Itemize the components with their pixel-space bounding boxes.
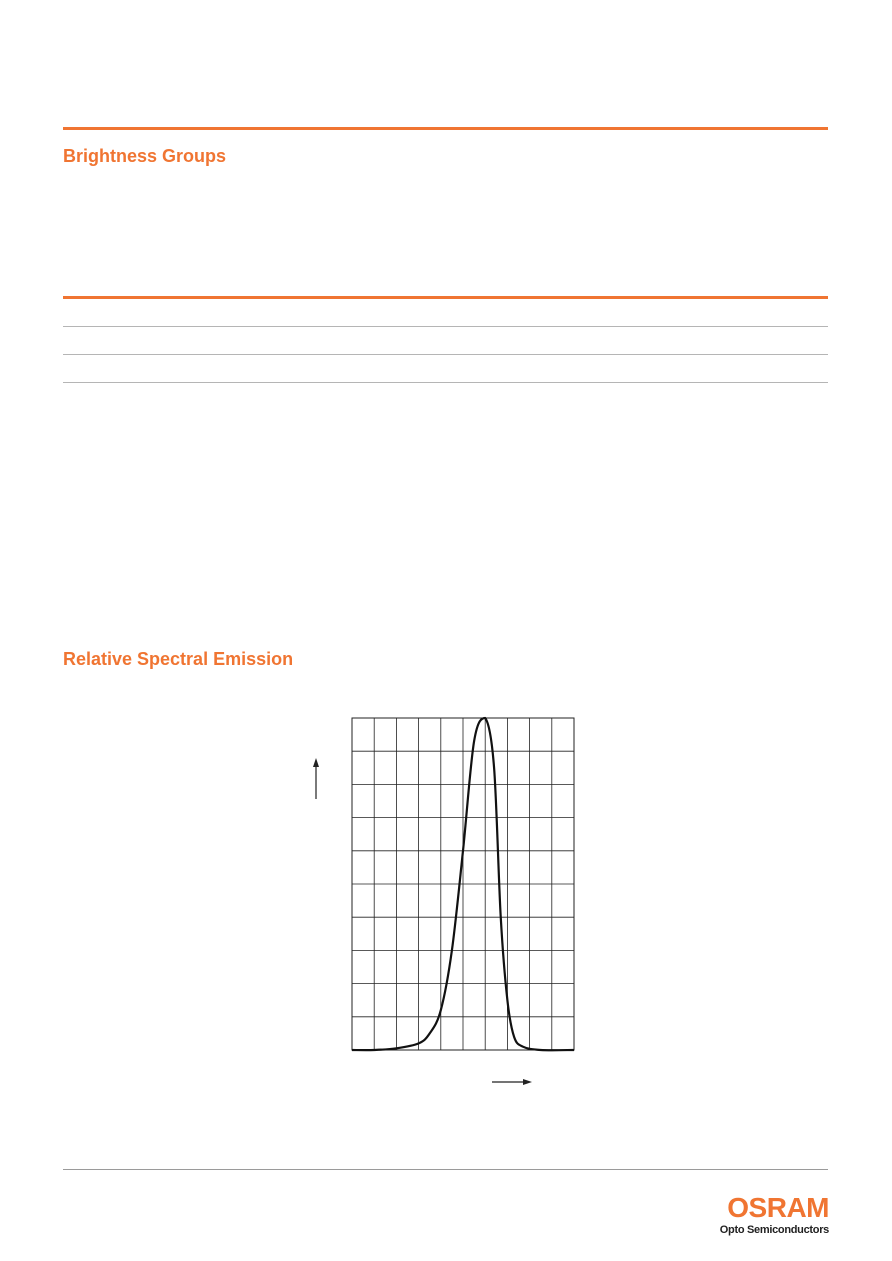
logo-tagline: Opto Semiconductors bbox=[719, 1224, 829, 1236]
spectral-emission-title: Relative Spectral Emission bbox=[63, 649, 294, 669]
header-rule bbox=[63, 127, 828, 130]
table-top-rule bbox=[63, 296, 828, 299]
y-axis-arrow bbox=[313, 758, 319, 799]
spectral-emission-chart bbox=[300, 700, 600, 1100]
table-row-rule bbox=[63, 354, 828, 355]
logo-wordmark: OSRAM bbox=[727, 1192, 829, 1223]
chart-grid bbox=[352, 718, 574, 1050]
x-axis-arrow bbox=[492, 1079, 532, 1085]
osram-logo bbox=[720, 1193, 829, 1237]
brightness-groups-title: Brightness Groups bbox=[63, 146, 227, 166]
table-row-rule bbox=[63, 382, 828, 383]
table-row-rule bbox=[63, 326, 828, 327]
footer-rule bbox=[63, 1169, 828, 1170]
chart-svg bbox=[300, 700, 600, 1100]
